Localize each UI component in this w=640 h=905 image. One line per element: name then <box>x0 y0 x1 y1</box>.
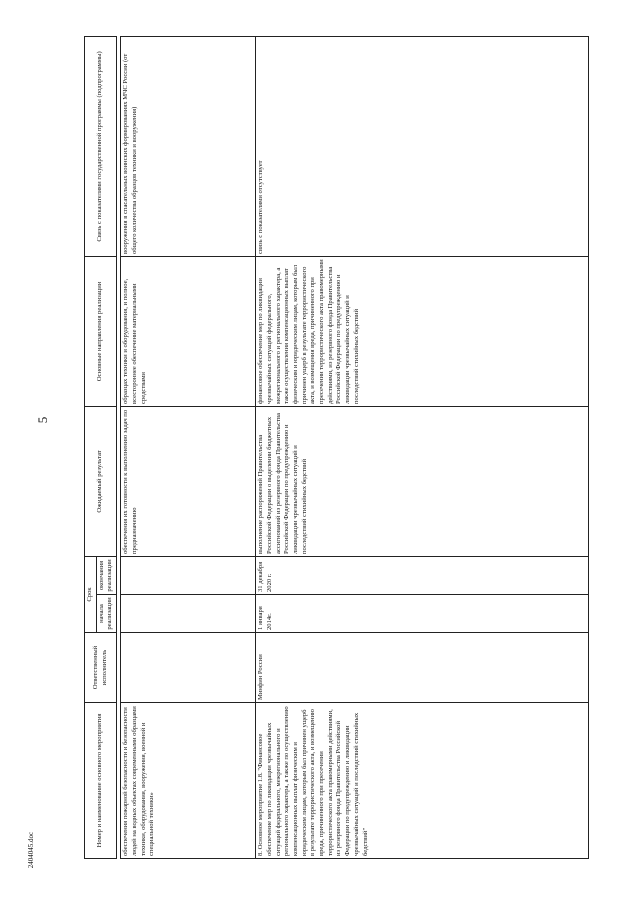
header-row <box>85 36 97 858</box>
cell-start <box>121 595 256 633</box>
page-number: 5 <box>35 416 50 424</box>
cell-activity: обеспечения пожарной безопасности и безопасности людей на водных объектах современными образцами техники, оборудования, вооружения, военной и специальной техники» <box>121 703 256 859</box>
cell-directions: финансовое обеспечение мер по ликвидации чрезвычайных ситуаций федерального, межрегионального и регионального характера, а также осуществления компенсационных выплат физическим и юридическим лицам, которым был причинен ущерб в результате террористического акта, и возмещения вреда, причиненного при пресечении террористического акта правомерными действиями, из резервного фонда Правительства Российской Федерации по предупреждению и ликвидации чрезвычайных ситуаций и последствий стихийных бедствий <box>256 256 589 406</box>
header-term: Срок <box>85 556 97 632</box>
table-row-continuation <box>121 36 256 858</box>
header-activity: Номер и наименование основного мероприятия <box>85 703 117 859</box>
header-directions: Основные направления реализации <box>85 256 117 406</box>
activities-table <box>84 36 589 859</box>
header-result: Ожидаемый результат <box>85 406 117 556</box>
cell-directions: образцах техники и оборудования, и полное, всестороннее обеспечение материальными средствами <box>121 256 256 406</box>
header-end: окончания реализации <box>96 556 116 594</box>
cell-link: вооружения в спасательных воинских формированиях МЧС России (от общего количества образцов техники и вооружения) <box>121 36 256 256</box>
cell-result: выполнение распоряжений Правительства Российской Федерации о выделении бюджетных ассигнований из резервного фонда Правительства Российской Федерации по предупреждению и ликвидации чрезвычайных ситуаций и последствий стихийных бедствий <box>256 406 589 556</box>
cell-end <box>121 556 256 594</box>
footer-filename: 2404045.doc <box>27 831 35 869</box>
activity-text: Основное мероприятие 1.8. "Финансовое обеспечение мер по ликвидации чрезвычайных ситуаций федерального, межрегионального и регионального характера, а также по осуществлению компенсационных выплат физическим и юридическим лицам, которым был причинен ущерб в результате террористического акта, и возмещению вреда, причиненного при пресечении террористического акта правомерными действиями, из резервного фонда Правительства Российской Федерации по предупреждению и ликвидации чрезвычайных ситуаций и последствий стихийных бедствий" <box>257 706 369 856</box>
cell-activity <box>256 703 589 859</box>
cell-link: связь с показателями отсутствует <box>256 36 589 256</box>
row-number: 8. <box>257 851 265 856</box>
header-executor: Ответственный исполнитель <box>85 633 117 703</box>
cell-result: обеспечения их готовности к выполнению задач по предназначению <box>121 406 256 556</box>
cell-start: 1 января 2014г. <box>256 595 589 633</box>
cell-end: 31 декабря 2020 г. <box>256 556 589 594</box>
table-row-8 <box>256 36 589 858</box>
header-link: Связь с показателями государственной программы (подпрограммы) <box>85 36 117 256</box>
cell-executor: Минфин России <box>256 633 589 703</box>
header-start: начала реализации <box>96 595 116 633</box>
cell-executor <box>121 633 256 703</box>
